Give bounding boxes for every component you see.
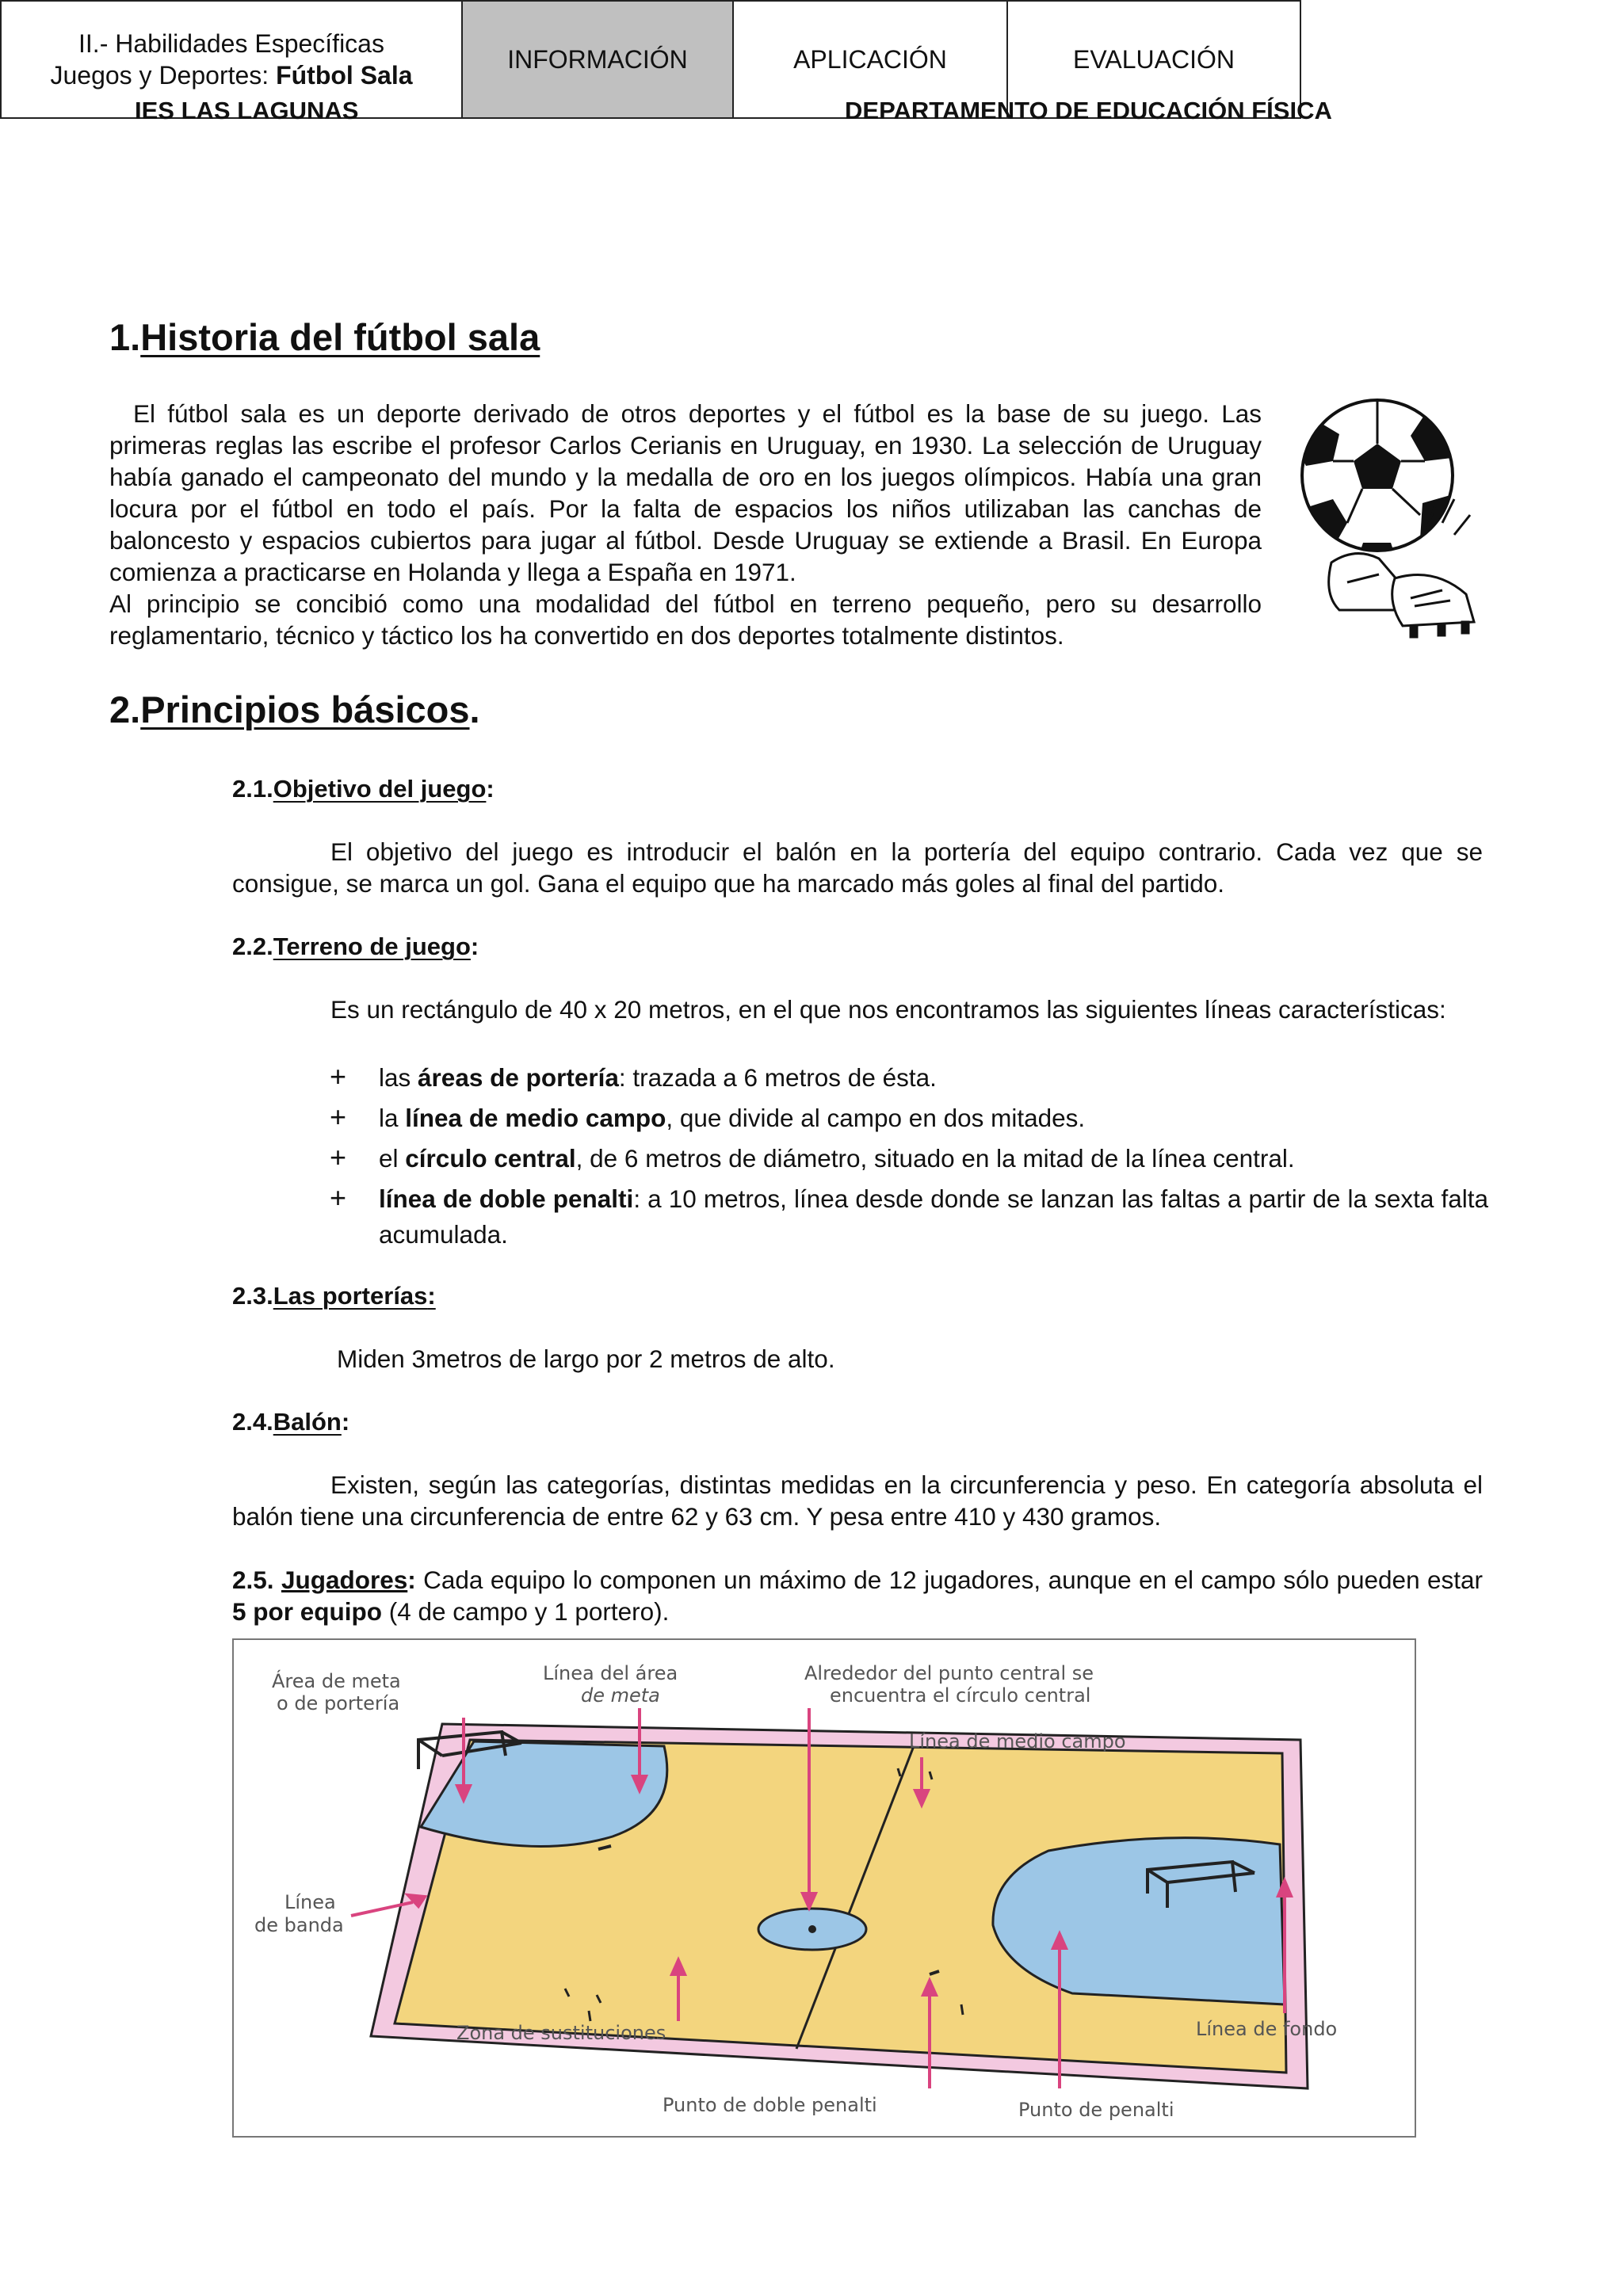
plus-icon: + [330,1060,347,1093]
s25-paragraph [232,1564,1483,1627]
bullet-pre: la [379,1104,406,1132]
bullet-bold: línea de medio campo [405,1104,666,1132]
label-area-meta-1: Área de meta [272,1670,401,1692]
school-name: IES LAS LAGUNAS [135,97,359,124]
bullet-pre: las [379,1063,418,1092]
s24-colon: : [341,1408,350,1436]
s24-heading [232,1408,349,1436]
label-penalti: Punto de penalti [1018,2099,1174,2121]
plus-icon: + [330,1100,347,1133]
tab-informacion[interactable]: INFORMACIÓN [463,2,734,117]
soccer-ball-boots-illustration [1284,396,1490,658]
futsal-court-diagram [232,1638,1416,2138]
unit-title-line2 [50,59,412,91]
bullet-text [379,1100,1488,1136]
bullet-post: , que divide al campo en dos mitades. [666,1104,1086,1132]
unit-title-sport: Fútbol Sala [276,61,413,90]
label-area-meta-2: o de portería [277,1692,400,1714]
s21-heading [232,775,495,803]
section1-number: 1. [109,316,141,358]
section1-title: Historia del fútbol sala [140,316,540,358]
s25-number: 2.5. [232,1566,281,1594]
bullet-text [379,1181,1488,1253]
s21-colon: : [486,775,495,803]
unit-title-prefix: Juegos y Deportes: [50,61,277,90]
s23-heading [232,1282,436,1310]
label-linea-area-1: Línea del área [543,1662,678,1684]
label-fondo: Línea de fondo [1196,2018,1338,2040]
list-item [330,1141,1487,1177]
s25-text-pre: Cada equipo lo componen un máximo de 12 jugadores, aunque en el campo sólo pueden estar [415,1566,1484,1594]
bullet-bold: línea de doble penalti [379,1184,634,1213]
bullet-post: , de 6 metros de diámetro, situado en la mitad de la línea central. [575,1144,1295,1173]
s22-number: 2.2. [232,933,273,960]
s24-title: Balón [273,1408,342,1436]
s24-text: Existen, según las categorías, distintas medidas en la circunferencia y peso. En categoría absoluta el balón tiene una circunferencia de entre 62 y 63 cm. Y pesa entre 410 y 430 gramos. [232,1470,1483,1531]
list-item [330,1181,1487,1254]
label-punto-central-2: encuentra el círculo central [830,1684,1091,1707]
bullet-post: : trazada a 6 metros de ésta. [618,1063,937,1092]
section1-paragraph: El fútbol sala es un deporte derivado de otros deportes y el fútbol es la base de su juego. Las primeras reglas las escribe el profesor Carlos Cerianis en Uruguay, en 1930. La selección de Uruguay había ganado el campeonato del mundo y la medalla de oro en los juegos olímpicos. Había una gran locura por el fútbol en todo el país. Por la falta de espacios los niños utilizaban las canchas de baloncesto y espacios cubiertos para jugar al fútbol. Desde Uruguay se extiende a Brasil. En Europa comienza a practicarse en Holanda y llega a España en 1971. [109,399,1262,586]
label-medio-campo: Línea de medio campo [909,1730,1126,1753]
section2-number: 2. [109,688,141,730]
s23-colon: : [427,1282,436,1310]
s25-colon: : [407,1566,416,1594]
plus-icon: + [330,1181,347,1214]
section2-period: . [469,688,480,730]
label-doble-penalti: Punto de doble penalti [663,2094,877,2116]
bullet-text [379,1060,1488,1096]
s25-text-bold: 5 por equipo [232,1597,382,1626]
bullet-bold: áreas de portería [418,1063,619,1092]
bullet-bold: círculo central [405,1144,576,1173]
list-item [330,1060,1487,1096]
list-item [330,1100,1487,1136]
s22-colon: : [470,933,479,960]
s22-text: Es un rectángulo de 40 x 20 metros, en el que nos encontramos las siguientes líneas características: [330,995,1446,1024]
tab-aplicacion[interactable]: APLICACIÓN [734,2,1008,117]
bullet-post: : a 10 metros, línea desde donde se lanzan las faltas a partir de la sexta falta acumulada. [379,1184,1489,1249]
s24-number: 2.4. [232,1408,273,1436]
s22-heading [232,933,479,961]
bullet-pre: el [379,1144,406,1173]
section2-heading [109,688,480,731]
s22-title: Terreno de juego [273,933,471,960]
s21-number: 2.1. [232,775,273,803]
s23-title: Las porterías [273,1282,428,1310]
plus-icon: + [330,1141,347,1173]
section1-paragraph2: Al principio se concibió como una modalidad del fútbol en terreno pequeño, pero su desarrollo reglamentario, técnico y táctico los ha convertido en dos deportes totalmente distintos. [109,589,1262,650]
bullet-text [379,1141,1488,1177]
label-banda-1: Línea [285,1891,336,1913]
label-linea-area-2: de meta [581,1684,660,1707]
tab-evaluacion[interactable]: EVALUACIÓN [1073,44,1235,74]
s23-text: Miden 3metros de largo por 2 metros de alto. [337,1344,835,1373]
label-banda-2: de banda [254,1914,344,1936]
unit-title-line1: II.- Habilidades Específicas [78,29,384,58]
s25-text-post: (4 de campo y 1 portero). [382,1597,670,1626]
department-name: DEPARTAMENTO DE EDUCACIÓN FÍSICA [845,97,1332,124]
s21-text: El objetivo del juego es introducir el balón en la portería del equipo contrario. Cada vez que se consigue, se marca un gol. Gana el equipo que ha marcado más goles al final del partido. [232,837,1483,898]
s23-number: 2.3. [232,1282,273,1310]
label-sustituciones: Zona de sustituciones [456,2022,666,2044]
soccer-ball-icon [1293,400,1466,566]
s21-title: Objetivo del juego [273,775,487,803]
label-punto-central-1: Alrededor del punto central se [804,1662,1094,1684]
section2-title: Principios básicos [140,688,470,730]
section1-heading [109,315,540,359]
s25-title: Jugadores [281,1566,408,1594]
